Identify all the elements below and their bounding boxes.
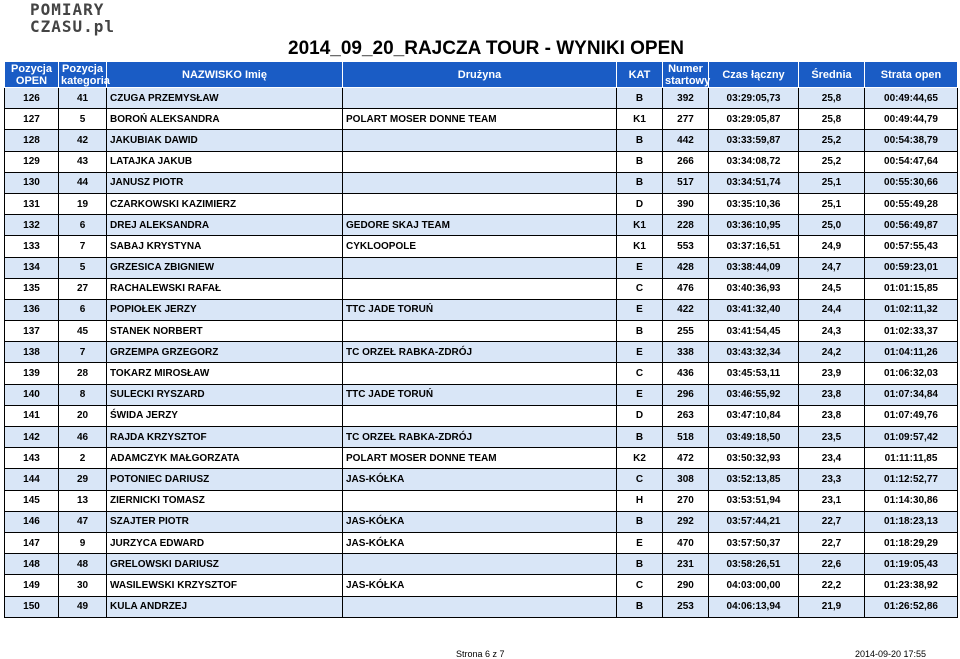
table-row — [5, 88, 958, 109]
header-name: NAZWISKO Imię — [107, 62, 343, 88]
cell-pos-category: 27 — [59, 278, 107, 299]
cell-team — [343, 405, 617, 426]
cell-time: 03:38:44,09 — [709, 257, 799, 278]
cell-time: 03:52:13,85 — [709, 469, 799, 490]
cell-kat: C — [617, 278, 663, 299]
logo-line-1: POMIARY — [30, 0, 105, 19]
cell-number: 277 — [663, 109, 709, 130]
cell-number: 290 — [663, 575, 709, 596]
cell-time: 04:06:13,94 — [709, 596, 799, 617]
cell-team — [343, 596, 617, 617]
page-title: 2014_09_20_RAJCZA TOUR - WYNIKI OPEN — [288, 38, 684, 59]
cell-loss: 01:18:23,13 — [865, 511, 958, 532]
cell-number: 392 — [663, 88, 709, 109]
cell-avg: 22,7 — [799, 532, 865, 553]
table-row — [5, 130, 958, 151]
cell-pos-open: 148 — [5, 554, 59, 575]
cell-avg: 23,8 — [799, 384, 865, 405]
cell-time: 03:47:10,84 — [709, 405, 799, 426]
cell-loss: 01:18:29,29 — [865, 532, 958, 553]
cell-loss: 01:11:11,85 — [865, 448, 958, 469]
cell-team — [343, 172, 617, 193]
cell-avg: 23,5 — [799, 427, 865, 448]
cell-loss: 01:01:15,85 — [865, 278, 958, 299]
cell-kat: C — [617, 469, 663, 490]
logo-line-2: CZASU.pl — [30, 17, 116, 36]
cell-pos-open: 146 — [5, 511, 59, 532]
cell-team: POLART MOSER DONNE TEAM — [343, 109, 617, 130]
cell-team: POLART MOSER DONNE TEAM — [343, 448, 617, 469]
cell-team — [343, 490, 617, 511]
cell-loss: 00:49:44,65 — [865, 88, 958, 109]
cell-team — [343, 278, 617, 299]
cell-name: STANEK NORBERT — [107, 321, 343, 342]
cell-avg: 24,4 — [799, 299, 865, 320]
cell-name: POTONIEC DARIUSZ — [107, 469, 343, 490]
cell-team: TC ORZEŁ RABKA-ZDRÓJ — [343, 342, 617, 363]
cell-team: TTC JADE TORUŃ — [343, 384, 617, 405]
cell-team: TC ORZEŁ RABKA-ZDRÓJ — [343, 427, 617, 448]
cell-pos-open: 141 — [5, 405, 59, 426]
table-row — [5, 151, 958, 172]
cell-time: 03:41:54,45 — [709, 321, 799, 342]
cell-number: 253 — [663, 596, 709, 617]
cell-number: 470 — [663, 532, 709, 553]
cell-team — [343, 321, 617, 342]
cell-avg: 25,0 — [799, 215, 865, 236]
cell-number: 472 — [663, 448, 709, 469]
cell-name: ADAMCZYK MAŁGORZATA — [107, 448, 343, 469]
cell-loss: 00:49:44,79 — [865, 109, 958, 130]
table-row — [5, 427, 958, 448]
table-row — [5, 554, 958, 575]
cell-time: 03:34:51,74 — [709, 172, 799, 193]
cell-time: 04:03:00,00 — [709, 575, 799, 596]
header-pos-open: Pozycja OPEN — [5, 62, 59, 88]
cell-team: JAS-KÓŁKA — [343, 575, 617, 596]
cell-avg: 25,8 — [799, 109, 865, 130]
cell-number: 296 — [663, 384, 709, 405]
cell-pos-category: 5 — [59, 257, 107, 278]
cell-pos-category: 48 — [59, 554, 107, 575]
cell-kat: E — [617, 342, 663, 363]
table-row — [5, 193, 958, 214]
cell-pos-open: 139 — [5, 363, 59, 384]
cell-kat: E — [617, 257, 663, 278]
cell-name: GRZESICA ZBIGNIEW — [107, 257, 343, 278]
results-table — [4, 61, 958, 618]
cell-team: JAS-KÓŁKA — [343, 469, 617, 490]
cell-name: RACHALEWSKI RAFAŁ — [107, 278, 343, 299]
cell-loss: 01:02:11,32 — [865, 299, 958, 320]
cell-kat: B — [617, 321, 663, 342]
table-row — [5, 384, 958, 405]
cell-number: 263 — [663, 405, 709, 426]
cell-loss: 01:09:57,42 — [865, 427, 958, 448]
table-row — [5, 532, 958, 553]
header-number: Numer startowy — [663, 62, 709, 88]
cell-pos-open: 137 — [5, 321, 59, 342]
cell-name: SABAJ KRYSTYNA — [107, 236, 343, 257]
cell-time: 03:57:50,37 — [709, 532, 799, 553]
cell-pos-open: 130 — [5, 172, 59, 193]
table-row — [5, 215, 958, 236]
header-time: Czas łączny — [709, 62, 799, 88]
cell-pos-open: 128 — [5, 130, 59, 151]
cell-time: 03:49:18,50 — [709, 427, 799, 448]
cell-loss: 01:04:11,26 — [865, 342, 958, 363]
cell-loss: 01:23:38,92 — [865, 575, 958, 596]
cell-pos-open: 149 — [5, 575, 59, 596]
table-row — [5, 299, 958, 320]
header-kat: KAT — [617, 62, 663, 88]
cell-avg: 25,2 — [799, 130, 865, 151]
cell-pos-open: 131 — [5, 193, 59, 214]
cell-pos-category: 41 — [59, 88, 107, 109]
cell-pos-category: 46 — [59, 427, 107, 448]
cell-loss: 01:14:30,86 — [865, 490, 958, 511]
cell-time: 03:37:16,51 — [709, 236, 799, 257]
cell-time: 03:33:59,87 — [709, 130, 799, 151]
cell-loss: 01:02:33,37 — [865, 321, 958, 342]
cell-number: 270 — [663, 490, 709, 511]
cell-kat: K1 — [617, 215, 663, 236]
cell-name: KULA ANDRZEJ — [107, 596, 343, 617]
cell-number: 338 — [663, 342, 709, 363]
cell-name: LATAJKA JAKUB — [107, 151, 343, 172]
cell-avg: 25,1 — [799, 193, 865, 214]
header-avg: Średnia — [799, 62, 865, 88]
cell-avg: 22,7 — [799, 511, 865, 532]
cell-number: 422 — [663, 299, 709, 320]
cell-kat: B — [617, 511, 663, 532]
cell-pos-category: 29 — [59, 469, 107, 490]
cell-time: 03:50:32,93 — [709, 448, 799, 469]
cell-kat: H — [617, 490, 663, 511]
cell-team: CYKLOOPOLE — [343, 236, 617, 257]
cell-loss: 00:55:49,28 — [865, 193, 958, 214]
page-number: Strona 6 z 7 — [456, 649, 505, 659]
cell-pos-category: 28 — [59, 363, 107, 384]
cell-kat: E — [617, 532, 663, 553]
table-header — [5, 62, 958, 88]
cell-name: SZAJTER PIOTR — [107, 511, 343, 532]
cell-pos-category: 42 — [59, 130, 107, 151]
cell-team — [343, 554, 617, 575]
cell-number: 292 — [663, 511, 709, 532]
table-row — [5, 278, 958, 299]
cell-team — [343, 193, 617, 214]
cell-kat: B — [617, 130, 663, 151]
cell-avg: 22,2 — [799, 575, 865, 596]
cell-name: TOKARZ MIROSŁAW — [107, 363, 343, 384]
cell-pos-category: 19 — [59, 193, 107, 214]
cell-name: BOROŃ ALEKSANDRA — [107, 109, 343, 130]
cell-avg: 23,8 — [799, 405, 865, 426]
cell-name: JAKUBIAK DAWID — [107, 130, 343, 151]
cell-time: 03:45:53,11 — [709, 363, 799, 384]
cell-time: 03:46:55,92 — [709, 384, 799, 405]
header-team: Drużyna — [343, 62, 617, 88]
cell-name: JURZYCA EDWARD — [107, 532, 343, 553]
cell-loss: 01:12:52,77 — [865, 469, 958, 490]
cell-pos-category: 44 — [59, 172, 107, 193]
cell-kat: E — [617, 299, 663, 320]
cell-pos-open: 127 — [5, 109, 59, 130]
cell-number: 517 — [663, 172, 709, 193]
cell-team: GEDORE SKAJ TEAM — [343, 215, 617, 236]
header-pos-category: Pozycja kategoria — [59, 62, 107, 88]
cell-team — [343, 363, 617, 384]
cell-time: 03:53:51,94 — [709, 490, 799, 511]
cell-number: 308 — [663, 469, 709, 490]
table-row — [5, 575, 958, 596]
cell-kat: C — [617, 575, 663, 596]
cell-kat: K2 — [617, 448, 663, 469]
header-loss: Strata open — [865, 62, 958, 88]
cell-pos-open: 144 — [5, 469, 59, 490]
cell-name: GRELOWSKI DARIUSZ — [107, 554, 343, 575]
cell-pos-category: 9 — [59, 532, 107, 553]
cell-kat: B — [617, 427, 663, 448]
cell-kat: D — [617, 193, 663, 214]
cell-pos-open: 133 — [5, 236, 59, 257]
cell-avg: 25,1 — [799, 172, 865, 193]
cell-pos-category: 6 — [59, 215, 107, 236]
cell-pos-category: 5 — [59, 109, 107, 130]
cell-loss: 01:07:34,84 — [865, 384, 958, 405]
table-row — [5, 321, 958, 342]
cell-name: GRZEMPA GRZEGORZ — [107, 342, 343, 363]
cell-pos-open: 135 — [5, 278, 59, 299]
table-row — [5, 405, 958, 426]
cell-pos-open: 132 — [5, 215, 59, 236]
cell-name: JANUSZ PIOTR — [107, 172, 343, 193]
cell-avg: 23,1 — [799, 490, 865, 511]
cell-loss: 00:57:55,43 — [865, 236, 958, 257]
cell-pos-category: 49 — [59, 596, 107, 617]
cell-team — [343, 130, 617, 151]
cell-loss: 01:26:52,86 — [865, 596, 958, 617]
cell-pos-category: 45 — [59, 321, 107, 342]
cell-number: 231 — [663, 554, 709, 575]
cell-number: 390 — [663, 193, 709, 214]
cell-pos-open: 150 — [5, 596, 59, 617]
cell-avg: 24,3 — [799, 321, 865, 342]
cell-pos-open: 129 — [5, 151, 59, 172]
cell-pos-category: 47 — [59, 511, 107, 532]
cell-kat: K1 — [617, 109, 663, 130]
table-row — [5, 448, 958, 469]
cell-loss: 00:56:49,87 — [865, 215, 958, 236]
cell-avg: 24,7 — [799, 257, 865, 278]
cell-loss: 00:54:38,79 — [865, 130, 958, 151]
cell-name: CZARKOWSKI KAZIMIERZ — [107, 193, 343, 214]
cell-avg: 24,9 — [799, 236, 865, 257]
cell-kat: E — [617, 384, 663, 405]
cell-time: 03:40:36,93 — [709, 278, 799, 299]
cell-number: 266 — [663, 151, 709, 172]
table-row — [5, 257, 958, 278]
cell-pos-category: 43 — [59, 151, 107, 172]
cell-kat: D — [617, 405, 663, 426]
cell-name: WASILEWSKI KRZYSZTOF — [107, 575, 343, 596]
cell-avg: 23,3 — [799, 469, 865, 490]
cell-time: 03:29:05,73 — [709, 88, 799, 109]
cell-time: 03:29:05,87 — [709, 109, 799, 130]
cell-time: 03:43:32,34 — [709, 342, 799, 363]
cell-pos-open: 140 — [5, 384, 59, 405]
cell-pos-open: 145 — [5, 490, 59, 511]
cell-kat: B — [617, 151, 663, 172]
cell-pos-open: 147 — [5, 532, 59, 553]
print-datetime: 2014-09-20 17:55 — [855, 649, 927, 659]
cell-avg: 24,5 — [799, 278, 865, 299]
cell-number: 476 — [663, 278, 709, 299]
cell-name: DREJ ALEKSANDRA — [107, 215, 343, 236]
cell-pos-open: 143 — [5, 448, 59, 469]
cell-kat: B — [617, 596, 663, 617]
cell-avg: 21,9 — [799, 596, 865, 617]
cell-kat: C — [617, 363, 663, 384]
table-row — [5, 342, 958, 363]
cell-avg: 23,4 — [799, 448, 865, 469]
cell-pos-category: 8 — [59, 384, 107, 405]
cell-number: 428 — [663, 257, 709, 278]
cell-pos-category: 20 — [59, 405, 107, 426]
table-row — [5, 109, 958, 130]
cell-kat: B — [617, 88, 663, 109]
cell-pos-open: 136 — [5, 299, 59, 320]
cell-number: 228 — [663, 215, 709, 236]
cell-number: 553 — [663, 236, 709, 257]
cell-time: 03:34:08,72 — [709, 151, 799, 172]
cell-time: 03:36:10,95 — [709, 215, 799, 236]
table-row — [5, 469, 958, 490]
cell-number: 436 — [663, 363, 709, 384]
table-row — [5, 172, 958, 193]
cell-team: JAS-KÓŁKA — [343, 511, 617, 532]
cell-avg: 25,8 — [799, 88, 865, 109]
cell-pos-category: 2 — [59, 448, 107, 469]
cell-name: POPIOŁEK JERZY — [107, 299, 343, 320]
cell-pos-category: 13 — [59, 490, 107, 511]
cell-team: TTC JADE TORUŃ — [343, 299, 617, 320]
cell-team: JAS-KÓŁKA — [343, 532, 617, 553]
cell-avg: 23,9 — [799, 363, 865, 384]
cell-kat: B — [617, 554, 663, 575]
cell-kat: K1 — [617, 236, 663, 257]
table-row — [5, 511, 958, 532]
cell-kat: B — [617, 172, 663, 193]
cell-loss: 01:19:05,43 — [865, 554, 958, 575]
cell-avg: 25,2 — [799, 151, 865, 172]
cell-name: RAJDA KRZYSZTOF — [107, 427, 343, 448]
cell-pos-category: 7 — [59, 342, 107, 363]
cell-loss: 00:55:30,66 — [865, 172, 958, 193]
cell-number: 442 — [663, 130, 709, 151]
cell-time: 03:35:10,36 — [709, 193, 799, 214]
table-row — [5, 490, 958, 511]
cell-pos-open: 138 — [5, 342, 59, 363]
cell-loss: 01:07:49,76 — [865, 405, 958, 426]
cell-team — [343, 151, 617, 172]
cell-time: 03:57:44,21 — [709, 511, 799, 532]
table-row — [5, 236, 958, 257]
cell-avg: 22,6 — [799, 554, 865, 575]
cell-team — [343, 88, 617, 109]
cell-name: ZIERNICKI TOMASZ — [107, 490, 343, 511]
cell-name: CZUGA PRZEMYSŁAW — [107, 88, 343, 109]
cell-pos-open: 142 — [5, 427, 59, 448]
cell-loss: 00:59:23,01 — [865, 257, 958, 278]
cell-time: 03:41:32,40 — [709, 299, 799, 320]
cell-number: 255 — [663, 321, 709, 342]
cell-team — [343, 257, 617, 278]
cell-name: SULECKI RYSZARD — [107, 384, 343, 405]
table-row — [5, 596, 958, 617]
cell-loss: 00:54:47,64 — [865, 151, 958, 172]
cell-avg: 24,2 — [799, 342, 865, 363]
cell-pos-open: 134 — [5, 257, 59, 278]
cell-pos-category: 6 — [59, 299, 107, 320]
cell-number: 518 — [663, 427, 709, 448]
cell-loss: 01:06:32,03 — [865, 363, 958, 384]
cell-pos-open: 126 — [5, 88, 59, 109]
pomiary-czasu-logo — [30, 0, 116, 37]
cell-name: ŚWIDA JERZY — [107, 405, 343, 426]
table-row — [5, 363, 958, 384]
cell-pos-category: 30 — [59, 575, 107, 596]
cell-time: 03:58:26,51 — [709, 554, 799, 575]
cell-pos-category: 7 — [59, 236, 107, 257]
